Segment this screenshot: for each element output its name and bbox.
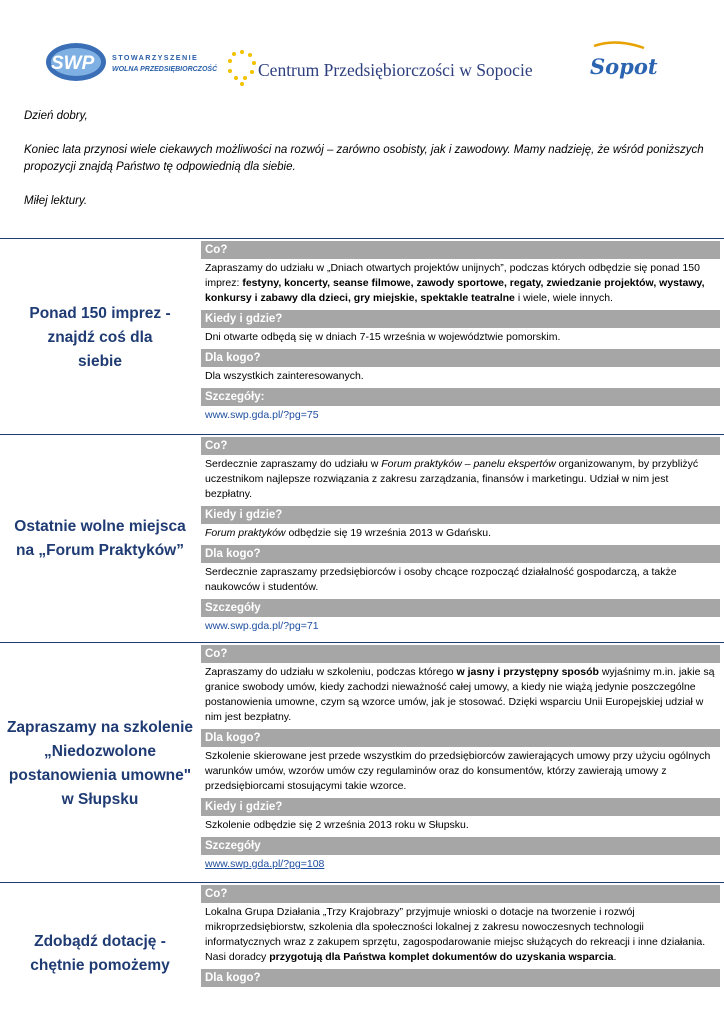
- co-text: Serdecznie zapraszamy do udziału w Forum praktyków – panelu ekspertów organizowanym, by przybliżyć uczestnikom najlepsze rozwiązania z zakresu zarządzania, finansów i marketingu. Udział w nim jest bezpłatny.: [205, 458, 699, 500]
- co-text: Zapraszamy do udziału w szkoleniu, podczas którego w jasny i przystępny sposób wyjaśnimy m.in. jakie są granice swobody umów, kiedy zachodzi nieważność całej umowy, a kiedy nie wiążą jedynie poszczególne postanowienia umowne, czym są wzorce umów, jak je stosować. Dzięki wsparciu Unii Europejskiej udział w nim jest bezpłatny.: [205, 666, 715, 723]
- label-kiedy: Kiedy i gdzie?: [201, 310, 720, 328]
- co-text: Lokalna Grupa Działania „Trzy Krajobrazy” przyjmuje wnioski o dotacje na tworzenie i rozwój mikroprzedsiębiorstw, szkolenia dla społeczności lokalnej z zakresu nowoczesnych technologii informatycznych wraz z zakupem sprzętu, zagospodarowanie miejsc służących do rekreacji i inne działania. Nasi doradcy przygotują dla Państwa komplet dokumentów do uzyskania wsparcia.: [205, 906, 706, 963]
- swp-logo-line1: STOWARZYSZENIE: [112, 53, 199, 62]
- sopot-logo-text: Sopot: [590, 54, 658, 79]
- swp-logo: [44, 40, 218, 84]
- section-3: [0, 642, 724, 884]
- centrum-logo-text: Centrum Przedsiębiorczości w Sopocie: [258, 60, 533, 80]
- sopot-logo: [586, 40, 658, 90]
- label-dla-kogo: Dla kogo?: [201, 545, 720, 563]
- section-title: Zapraszamy na szkolenie „Niedozwolone postanowienia umowne" w Słupsku: [6, 718, 194, 808]
- label-dla-kogo: Dla kogo?: [201, 969, 720, 987]
- swp-logo-line2: WOLNA PRZEDSIĘBIORCZOŚĆ: [112, 66, 218, 73]
- label-co: Co?: [201, 885, 720, 903]
- label-szczegoly: Szczegóły: [201, 599, 720, 617]
- label-co: Co?: [201, 437, 720, 455]
- dla-kogo-text: Serdecznie zapraszamy przedsiębiorców i osoby chcące rozpocząć działalność gospodarczą, a także naukowców i studentów.: [205, 566, 677, 593]
- label-kiedy: Kiedy i gdzie?: [201, 506, 720, 524]
- kiedy-text: Dni otwarte odbędą się w dniach 7-15 września w województwie pomorskim.: [205, 331, 561, 343]
- section-title: Zdobądź dotację - chętnie pomożemy: [30, 933, 170, 974]
- closing: Miłej lektury.: [24, 195, 88, 207]
- label-co: Co?: [201, 645, 720, 663]
- label-kiedy: Kiedy i gdzie?: [201, 798, 720, 816]
- dla-kogo-text: Szkolenie skierowane jest przede wszystkim do przedsiębiorców zawierających umowy przy użyciu ogólnych warunków umów, wzorów umów czy regulaminów oraz do konsumentów, którzy zawierają umowy z przedsiębiorcami stosującymi takie wzorce.: [205, 750, 711, 792]
- section-2: [0, 434, 724, 643]
- kiedy-text: Szkolenie odbędzie się 2 września 2013 roku w Słupsku.: [205, 819, 469, 831]
- section-4: [0, 882, 724, 1025]
- centrum-logo: [228, 46, 538, 92]
- header-logos: [0, 0, 724, 100]
- intro-text: [24, 108, 704, 210]
- details-link[interactable]: www.swp.gda.pl/?pg=108: [205, 858, 325, 870]
- section-title: Ponad 150 imprez - znajdź coś dla siebie: [29, 304, 171, 370]
- dla-kogo-text: Dla wszystkich zainteresowanych.: [205, 370, 364, 382]
- swp-logo-abbr: SWP: [51, 53, 95, 74]
- intro-body: Koniec lata przynosi wiele ciekawych możliwości na rozwój – zarówno osobisty, jak i zawodowy. Mamy nadzieję, że wśród poniższych propozycji znajdą Państwo tę odpowiednią dla siebie.: [24, 144, 704, 173]
- section-1: [0, 238, 724, 436]
- co-text: Zapraszamy do udziału w „Dniach otwartych projektów unijnych”, podczas których odbędzie się ponad 150 imprez: festyny, koncerty, seanse filmowe, zawody sportowe, regaty, zwiedzanie projektów, wystawy, konkursy i zabawy dla dzieci, gry miejskie, spektakle teatralne i wiele, wiele innych.: [205, 262, 705, 304]
- greeting: Dzień dobry,: [24, 110, 88, 122]
- label-szczegoly: Szczegóły: [201, 837, 720, 855]
- label-dla-kogo: Dla kogo?: [201, 729, 720, 747]
- label-dla-kogo: Dla kogo?: [201, 349, 720, 367]
- details-link[interactable]: www.swp.gda.pl/?pg=71: [205, 620, 319, 632]
- details-link[interactable]: www.swp.gda.pl/?pg=75: [205, 409, 319, 421]
- kiedy-text: Forum praktyków odbędzie się 19 września 2013 w Gdańsku.: [205, 527, 491, 539]
- label-szczegoly: Szczegóły:: [201, 388, 720, 406]
- section-title: Ostatnie wolne miejsca na „Forum Praktyków”: [14, 518, 186, 559]
- label-co: Co?: [201, 241, 720, 259]
